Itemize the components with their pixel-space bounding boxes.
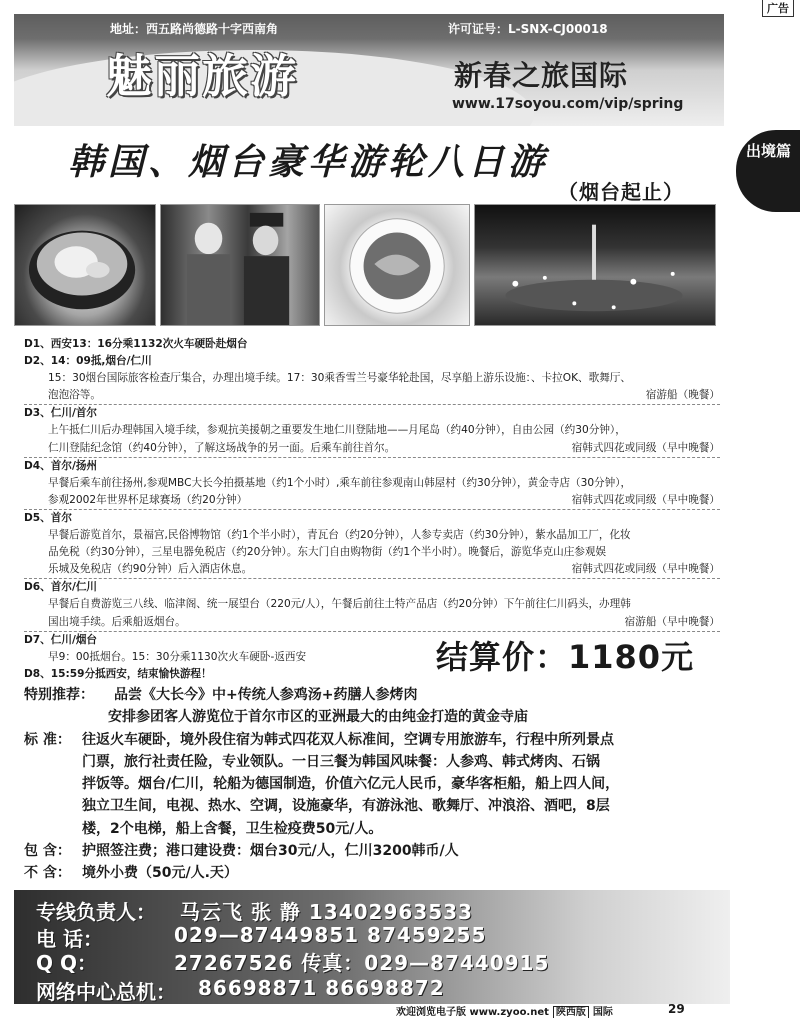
day-3-detail-2: 仁川登陆纪念馆（约40分钟），了解这场战争的另一面。后乘车前往首尔。 宿韩式四花或同级（早中晚餐） bbox=[24, 440, 720, 458]
section-tab: 出境篇 bbox=[736, 130, 800, 212]
day-5-detail: 早餐后游览首尔，景福宫,民俗博物馆（约1个半小时），青瓦台（约20分钟），人参专卖店（约30分钟），紫水晶加工厂，化妆 bbox=[48, 529, 631, 542]
day-3-detail: 上午抵仁川后办理韩国入境手续，参观抗美援朝之重要发生地仁川登陆地——月尾岛（约40分钟），自由公园（约30分钟）， bbox=[48, 424, 626, 437]
special-row bbox=[24, 684, 724, 706]
standard-4: 独立卫生间，电视、热水、空调，设施豪华，有游泳池、歌舞厅、冲浪浴、酒吧，8层 bbox=[82, 798, 610, 815]
day-6-detail: 早餐后自费游览三八线、临津阁、统一展望台（220元/人），午餐后前往土特产品店（约20分钟）下午前往仁川码头，办理韩 bbox=[48, 598, 631, 611]
ad-tag: 广告 bbox=[762, 0, 794, 17]
exclude-text: 境外小费（50元/人.天） bbox=[82, 865, 238, 882]
special-label: 特别推荐： bbox=[24, 687, 94, 703]
day-4-stay: 宿韩式四花或同级（早中晚餐） bbox=[571, 493, 720, 506]
phone-value: 029—87449851 87459255 bbox=[174, 923, 487, 947]
exclude-label: 不 含： bbox=[24, 865, 71, 882]
contact-value: 马云飞 张 静 13402963533 bbox=[180, 900, 473, 924]
photo-ginseng-soup bbox=[14, 204, 156, 326]
exclude-row bbox=[24, 862, 724, 884]
photo-night-view bbox=[474, 204, 716, 326]
photo-kimchi bbox=[324, 204, 470, 326]
special-1: 品尝《大长今》中+传统人参鸡汤+药膳人参烤肉 bbox=[114, 687, 418, 703]
day-1: D1、西安13：16分乘1132次火车硬卧赴烟台 bbox=[24, 338, 248, 350]
day-4: D4、首尔/扬州 bbox=[24, 459, 98, 472]
header-banner bbox=[14, 14, 724, 126]
standard-3: 拌饭等。烟台/仁川，轮船为德国制造，价值六亿元人民币，豪华客柜船，船上四人间， bbox=[82, 776, 620, 793]
day-6: D6、首尔/仁川 bbox=[24, 581, 98, 594]
day-4-detail-2: 参观2002年世界杯足球赛场（约20分钟） 宿韩式四花或同级（早中晚餐） bbox=[24, 492, 720, 510]
edition-box: 陕西版 bbox=[553, 1006, 589, 1018]
standard-label: 标 准： bbox=[24, 731, 71, 748]
day-5-detail-3: 乐城及免税店（约90分钟）后入酒店休息。 宿韩式四花或同级（早中晚餐） bbox=[24, 561, 720, 579]
day-4-detail: 早餐后乘车前往扬州,参观MBC大长今拍摄基地（约1个小时）,乘车前往参观南山韩屋村（约30分钟），黄金寺店（30分钟）， bbox=[48, 476, 632, 489]
qq-label: Q Q： bbox=[36, 951, 97, 975]
tour-subtitle: （烟台起止） bbox=[558, 180, 684, 204]
bottom-bar bbox=[396, 1003, 613, 1018]
day-2-detail-2: 泡泡浴等。 宿游船（晚餐） bbox=[24, 387, 720, 405]
contact-footer bbox=[14, 890, 730, 1004]
page-number: 29 bbox=[668, 1002, 685, 1016]
bottom-bar-text: 欢迎浏览电子版 www.zyoo.net bbox=[396, 1007, 549, 1018]
include-row bbox=[24, 840, 724, 862]
special-2: 安排参团客人游览位于首尔市区的亚洲最大的由纯金打造的黄金寺庙 bbox=[108, 709, 528, 726]
standard-row bbox=[24, 729, 724, 751]
day-7: D7、仁川/烟台 bbox=[24, 633, 98, 646]
day-7-detail: 早9：00抵烟台。15：30分乘1130次火车硬卧-返西安 bbox=[48, 650, 307, 663]
day-3-stay: 宿韩式四花或同级（早中晚餐） bbox=[571, 441, 720, 454]
tour-notes bbox=[24, 684, 724, 885]
standard-2: 门票，旅行社责任险，专业领队。一日三餐为韩国风味餐：人参鸡、韩式烤肉、石锅 bbox=[82, 753, 600, 770]
contact-label: 专线负责人： bbox=[36, 900, 156, 924]
day-6-detail-2: 国出境手续。后乘船返烟台。 宿游船（早中晚餐） bbox=[24, 614, 720, 632]
section-name: 国际 bbox=[592, 1007, 613, 1018]
include-label: 包 含： bbox=[24, 843, 71, 860]
standard-1: 往返火车硬卧，境外段住宿为韩式四花双人标准间，空调专用旅游车，行程中所列景点 bbox=[82, 731, 614, 748]
include-text: 护照签注费；港口建设费：烟台30元/人，仁川3200韩币/人 bbox=[82, 843, 459, 860]
day-5-detail-2: 品免税（约30分钟），三星电器免税店（约20分钟）。东大门自由购物街（约1个半小时）。晚餐后，游览华克山庄参观娱 bbox=[48, 546, 607, 559]
brand-logo: 魅丽旅游 bbox=[106, 49, 298, 103]
standard-5: 楼，2个电梯，船上含餐，卫生检疫费50元/人。 bbox=[82, 820, 383, 837]
license-number: 许可证号：L-SNX-CJ00018 bbox=[448, 22, 608, 36]
itinerary bbox=[24, 336, 720, 683]
day-2-stay: 宿游船（晚餐） bbox=[645, 389, 720, 402]
website-url: www.17soyou.com/vip/spring bbox=[452, 96, 684, 112]
day-8: D8、15:59分抵西安，结束愉快游程！ bbox=[24, 667, 212, 680]
tour-title: 韩国、烟台豪华游轮八日游 bbox=[68, 141, 549, 183]
day-3: D3、仁川/首尔 bbox=[24, 407, 98, 420]
phone-label: 电 话： bbox=[36, 927, 103, 951]
banner-slogan: 新春之旅国际 bbox=[454, 59, 629, 92]
agency-address: 地址：西五路尚德路十字西南角 bbox=[110, 22, 279, 36]
hq-label: 网络中心总机： bbox=[36, 980, 176, 1004]
photo-costume-couple bbox=[160, 204, 320, 326]
day-2: D2、14：09抵,烟台/仁川 bbox=[24, 355, 152, 368]
day-5: D5、首尔 bbox=[24, 511, 72, 524]
day-2-detail: 15：30烟台国际旅客检查厅集合，办理出境手续。17：30乘香雪兰号豪华轮赴国，尽享船上游乐设施：、卡拉OK、歌舞厅、 bbox=[48, 372, 631, 385]
day-6-stay: 宿游船（早中晚餐） bbox=[624, 615, 720, 628]
qq-value: 27267526 传真：029—87440915 bbox=[174, 951, 550, 975]
settlement-price: 结算价：1180元 bbox=[436, 638, 695, 676]
day-5-stay: 宿韩式四花或同级（早中晚餐） bbox=[571, 563, 720, 576]
hq-value: 86698871 86698872 bbox=[198, 976, 445, 1000]
